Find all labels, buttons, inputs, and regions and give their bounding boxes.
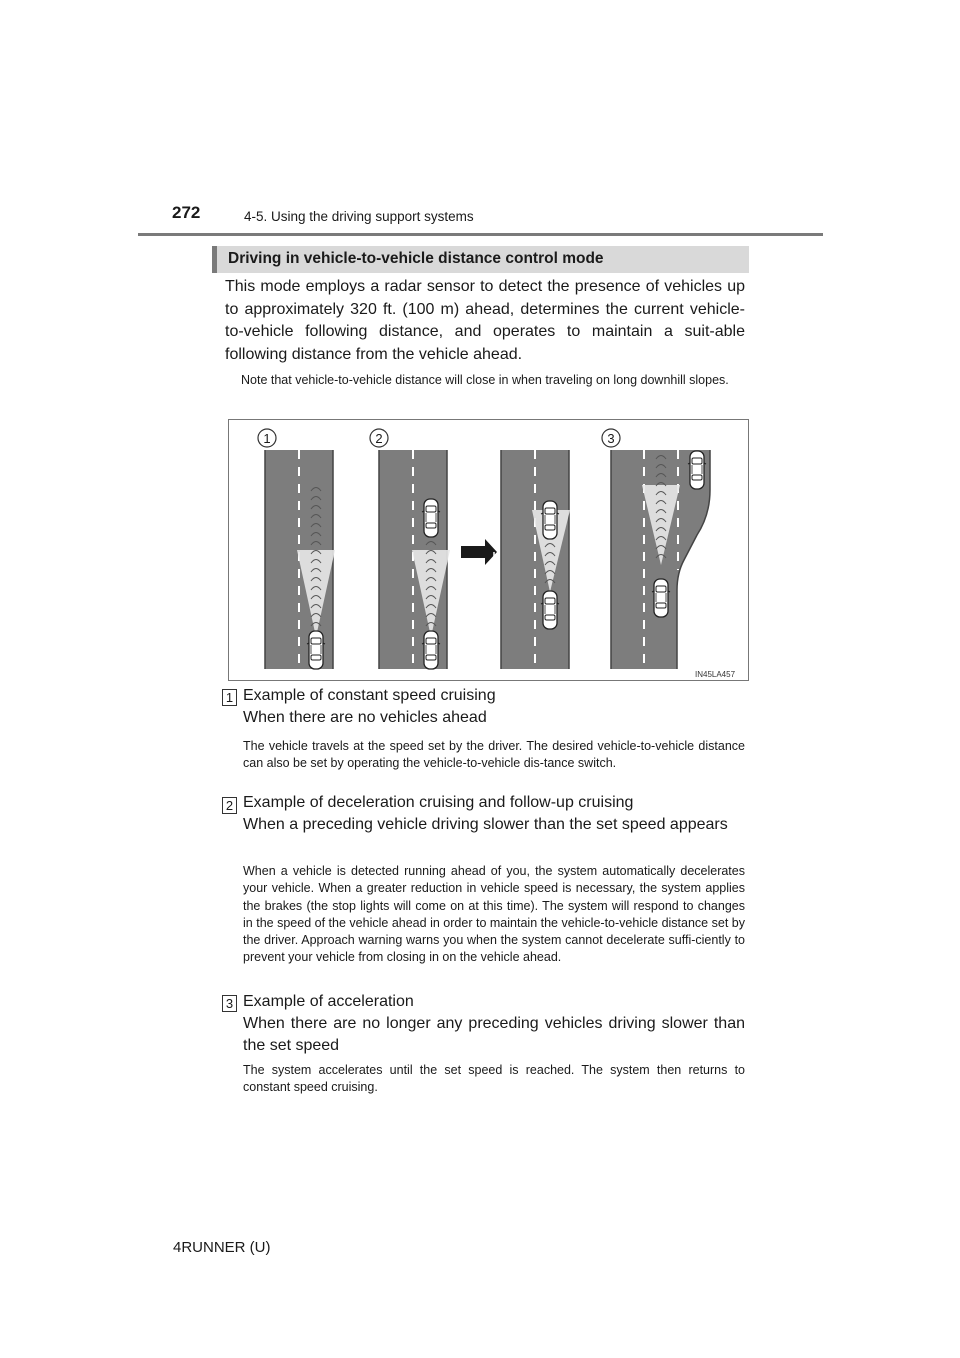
header-rule [138,233,823,236]
item-1-body: The vehicle travels at the speed set by the driver. The desired vehicle-to-vehicle distance can also be set by operating the vehicle-to-vehicle dis-tance switch. [243,739,745,771]
illustration-svg [229,420,750,682]
item-3-subtitle: When there are no longer any preceding vehicles driving slower than the set speed [243,1015,745,1054]
road-panel-4 [604,450,710,669]
preceding-vehicle-3 [541,501,559,539]
note-text: Note that vehicle-to-vehicle distance will close in when traveling on long downhill slopes. [241,373,729,387]
radar-cruise-illustration [228,419,749,681]
page-number: 272 [172,203,201,222]
heading-box [212,246,749,273]
callout-3 [602,429,620,447]
own-vehicle-4 [652,579,670,617]
item-3-badge: 3 [222,995,237,1012]
item-2-body: When a vehicle is detected running ahead of you, the system automatically decelerates your vehicle. When a greater reduction in vehicle speed is necessary, the system applies the brakes (the stop lights will come on at this time). The system will respond to changes in the speed of the vehicle ahead in order to maintain the vehicle-to-vehicle distance set by the driver. Approach warning warns you when the system cannot decelerate suffi-ciently to prevent your vehicle from closing in on the vehicle ahead. [243,864,745,965]
callout-2 [370,429,388,447]
own-vehicle-1 [307,631,325,669]
intro-paragraph: This mode employs a radar sensor to detect the presence of vehicles up to approximately 320 ft. (100 m) ahead, determines the current vehicle-to-vehicle following distance, and operates to maintain a suit-able following distance from the vehicle ahead. [225,278,745,363]
item-3-title: Example of acceleration [243,993,414,1010]
transition-arrow-icon [461,539,497,565]
own-vehicle-3 [541,591,559,629]
own-vehicle-2 [422,631,440,669]
item-1-title: Example of constant speed cruising [243,687,496,704]
road-panel-2 [372,450,452,669]
footer-model: 4RUNNER (U) [173,1239,271,1256]
section-title: 4-5. Using the driving support systems [244,209,474,224]
item-2-badge: 2 [222,797,237,814]
exiting-vehicle-4 [688,451,706,489]
callout-3-label: 3 [607,431,615,446]
item-3-body: The system accelerates until the set speed is reached. The system then returns to constant speed cruising. [243,1063,745,1095]
item-2-subtitle: When a preceding vehicle driving slower than the set speed appears [243,816,728,833]
item-1-badge: 1 [222,689,237,706]
callout-1 [258,429,276,447]
callout-2-label: 2 [375,431,383,446]
road-panel-1 [258,450,338,669]
figure-code: IN45LA457 [695,670,736,679]
callout-1-label: 1 [263,431,271,446]
item-2-title: Example of deceleration cruising and follow-up cruising [243,794,634,811]
preceding-vehicle-2 [422,499,440,537]
road-panel-3 [494,450,574,669]
heading-title: Driving in vehicle-to-vehicle distance control mode [228,250,604,267]
item-1-subtitle: When there are no vehicles ahead [243,709,487,726]
